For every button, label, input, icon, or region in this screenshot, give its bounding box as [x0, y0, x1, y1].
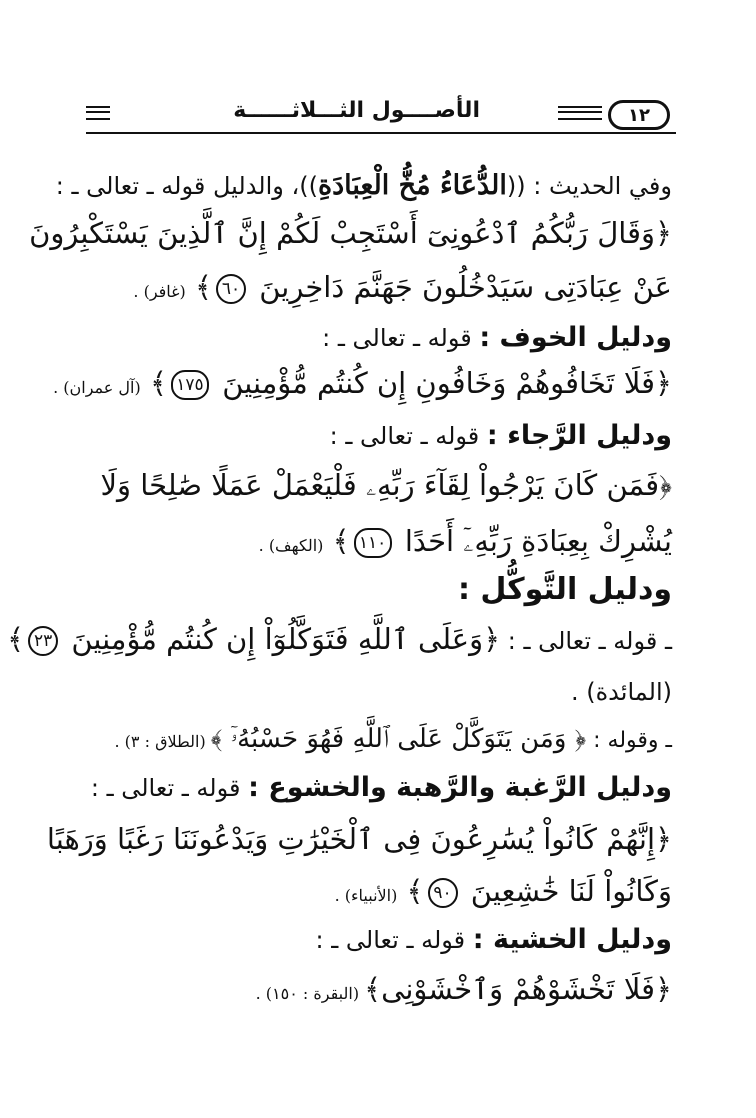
surah-reference: (الكهف) .: [258, 536, 324, 555]
heading-text: ودليل الرَّجاء :: [486, 420, 672, 451]
heading-rajaa: [84, 420, 672, 451]
heading-text: ودليل الخشية :: [472, 924, 672, 955]
header-underline: [86, 132, 676, 134]
surah-reference: (البقرة : ١٥٠) .: [255, 984, 365, 1003]
verse-number-marker: ٩٠: [428, 878, 458, 908]
quran-line-8: ﴿إِنَّهُمْ كَانُواْ يُسَٰرِعُونَ فِى ٱلْخَيْرَٰتِ وَيَدْعُونَنَا رَغَبًا وَرَهَبًا: [46, 822, 672, 856]
heading-khashya: [84, 924, 672, 955]
heading-intro: قوله ـ تعالى ـ :: [322, 324, 480, 352]
verse-number-marker: ٢٣: [28, 626, 58, 656]
heading-raghba: [84, 772, 672, 803]
quran-line-9: [84, 874, 672, 908]
quran-line-4: ﴿فَمَن كَانَ يَرْجُواْ لِقَآءَ رَبِّهِۦ فَلْيَعْمَلْ عَمَلًا صَٰلِحًا وَلَا: [100, 468, 672, 502]
header-rule-left: [86, 106, 110, 120]
verse-text: ﴿ وَمَن يَتَوَكَّلْ عَلَى ٱللَّهِ فَهُوَ حَسْبُهُۥٓ ﴾: [210, 724, 587, 754]
surah-reference: (الطلاق : ٣) .: [114, 732, 211, 751]
quran-line-3: [53, 366, 672, 400]
verse-number-marker: ١٧٥: [171, 370, 209, 400]
hadith-outro: ))، والدليل قوله ـ تعالى ـ :: [55, 172, 318, 200]
surah-reference: (الأنبياء) .: [334, 886, 398, 905]
quran-line-2: [84, 270, 672, 304]
quran-line-7: [84, 724, 672, 755]
verse-intro: ـ وقوله :: [586, 728, 672, 753]
running-header: [80, 92, 676, 138]
text-line-1: [55, 170, 672, 201]
ornate-bracket: ﴾: [149, 366, 167, 400]
verse-intro: ـ قوله ـ تعالى ـ :: [500, 627, 672, 655]
verse-text: ﴿فَلَا تَخْشَوْهُمْ وَٱخْشَوْنِى﴾: [364, 972, 672, 1006]
ornate-bracket: ﴾: [406, 874, 424, 908]
heading-khawf: [84, 322, 672, 353]
ornate-bracket: ﴾: [195, 270, 212, 304]
quran-line-1: ﴿وَقَالَ رَبُّكُمُ ٱدْعُونِىٓ أَسْتَجِبْ لَكُمْ إِنَّ ٱلَّذِينَ يَسْتَكْبِرُونَ: [29, 216, 672, 250]
verse-text: عَنْ عِبَادَتِى سَيَدْخُلُونَ جَهَنَّمَ دَاخِرِينَ: [259, 270, 672, 304]
header-rule-right: [558, 106, 602, 120]
verse-text: ﴿وَعَلَى ٱللَّهِ فَتَوَكَّلُوٓاْ إِن كُنتُم مُّؤْمِنِينَ: [71, 622, 501, 656]
hadith-intro: وفي الحديث : ((: [506, 172, 672, 200]
quran-line-10: [84, 972, 672, 1006]
surah-reference-line: (المائدة) .: [570, 678, 672, 706]
heading-text: ودليل الرَّغبة والرَّهبة والخشوع :: [248, 772, 672, 803]
ornate-bracket: ﴾: [332, 524, 350, 558]
surah-reference: (غافر) .: [133, 282, 186, 301]
heading-tawakkul: ودليل التَّوكُّل :: [457, 572, 672, 607]
page-number: ١٢: [608, 100, 670, 130]
heading-intro: قوله ـ تعالى ـ :: [315, 926, 473, 954]
verse-text: يُشْرِكْ بِعِبَادَةِ رَبِّهِۦٓ أَحَدًا: [404, 524, 672, 558]
verse-text: ﴿فَلَا تَخَافُوهُمْ وَخَافُونِ إِن كُنتُم مُّؤْمِنِينَ: [222, 366, 672, 400]
ornate-bracket: ﴾: [7, 622, 25, 656]
heading-intro: قوله ـ تعالى ـ :: [90, 774, 249, 802]
heading-intro: قوله ـ تعالى ـ :: [329, 422, 487, 450]
running-title: الأصــــول الثـــلاثــــــة: [233, 98, 480, 123]
heading-text: ودليل الخوف :: [479, 322, 672, 353]
hadith-quote: الدُّعَاءُ مُخُّ الْعِبَادَةِ: [317, 170, 507, 201]
verse-text: وَكَانُواْ لَنَا خَٰشِعِينَ: [470, 874, 672, 908]
quran-line-6: [7, 622, 672, 656]
surah-reference: (آل عمران) .: [53, 378, 141, 397]
verse-number-marker: ٦٠: [216, 274, 246, 304]
verse-number-marker: ١١٠: [354, 528, 392, 558]
quran-line-5: [84, 524, 672, 559]
